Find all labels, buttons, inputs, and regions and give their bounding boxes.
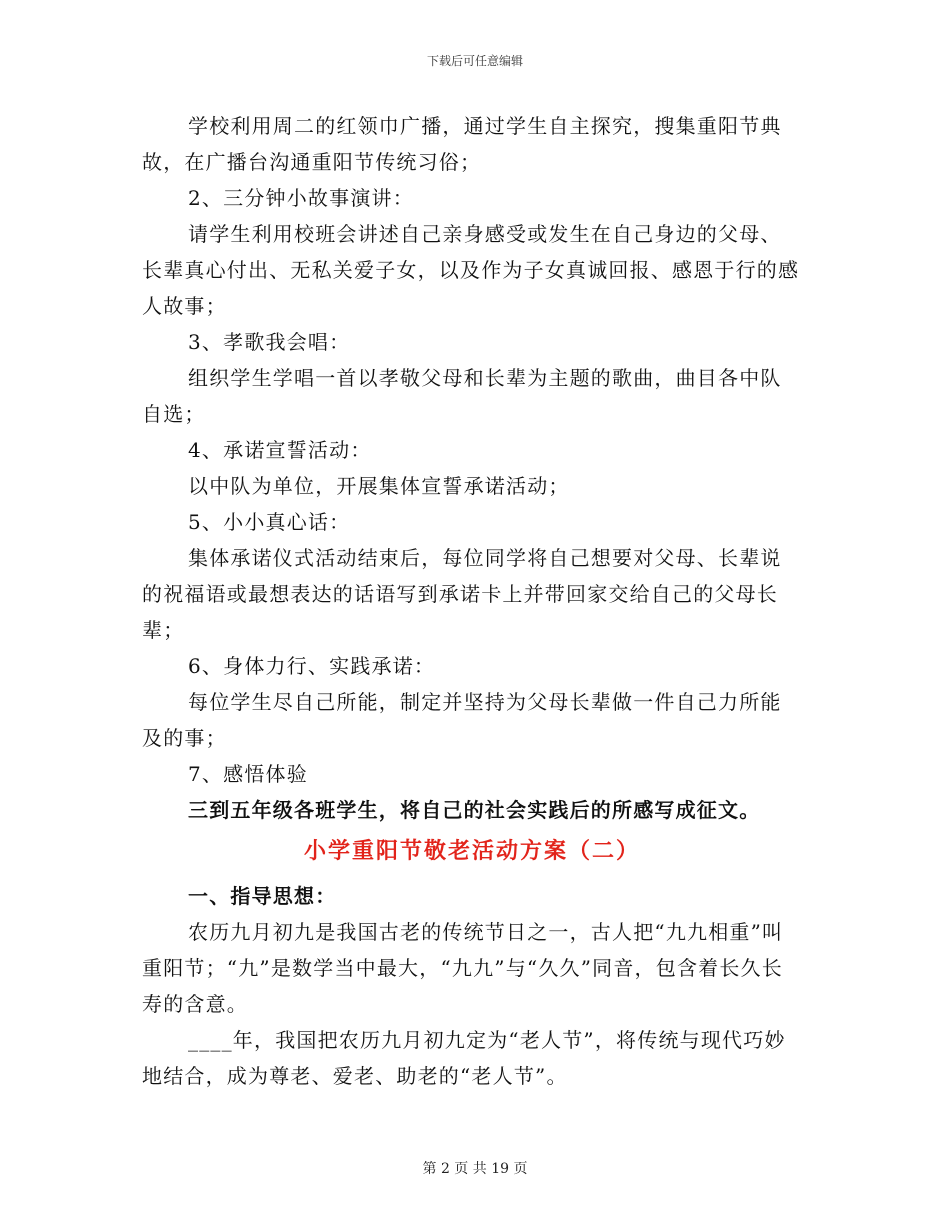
item-heading-7: 7、感悟体验 bbox=[188, 762, 308, 786]
item-heading-2: 2、三分钟小故事演讲： bbox=[188, 186, 414, 210]
item-text-2: 请学生利用校班会讲述自己亲身感受或发生在自己身边的父母、长辈真心付出、无私关爱子女，以及作为子女真诚回报、感恩于行的感人故事； bbox=[142, 222, 800, 318]
item-text-4: 以中队为单位，开展集体宣誓承诺活动； bbox=[188, 474, 570, 498]
paragraph-double-ninth-origin: 农历九月初九是我国古老的传统节日之一，古人把“九九相重”叫重阳节；“九”是数学当中最大，“九九”与“久久”同音，包含着长久长寿的含意。 bbox=[142, 920, 784, 1016]
paragraph-elders-day: ____年，我国把农历九月初九定为“老人节”，将传统与现代巧妙地结合，成为尊老、爱老、助老的“老人节”。 bbox=[142, 1028, 786, 1088]
item-heading-3: 3、孝歌我会唱： bbox=[188, 330, 351, 354]
paragraph-broadcast: 学校利用周二的红领巾广播，通过学生自主探究，搜集重阳节典故，在广播台沟通重阳节传统习俗； bbox=[142, 114, 782, 174]
item-text-6: 每位学生尽自己所能，制定并坚持为父母长辈做一件自己力所能及的事； bbox=[142, 690, 782, 750]
document-body bbox=[142, 108, 802, 1094]
item-heading-5: 5、小小真心话： bbox=[188, 510, 351, 534]
item-text-3: 组织学生学唱一首以孝敬父母和长辈为主题的歌曲，曲目各中队自选； bbox=[142, 366, 782, 426]
item-heading-4: 4、承诺宣誓活动： bbox=[188, 438, 372, 462]
section-title: 小学重阳节敬老活动方案（二） bbox=[303, 838, 640, 864]
item-text-7: 三到五年级各班学生，将自己的社会实践后的所感写成征文。 bbox=[188, 798, 761, 822]
item-text-5: 集体承诺仪式活动结束后，每位同学将自己想要对父母、长辈说的祝福语或最想表达的话语写到承诺卡上并带回家交给自己的父母长辈； bbox=[142, 546, 782, 642]
section-heading-guiding-thought: 一、指导思想： bbox=[188, 884, 337, 908]
page-footer: 第 2 页 共 19 页 bbox=[422, 1161, 528, 1177]
item-heading-6: 6、身体力行、实践承诺： bbox=[188, 654, 436, 678]
page-header: 下载后可任意编辑 bbox=[426, 54, 523, 68]
